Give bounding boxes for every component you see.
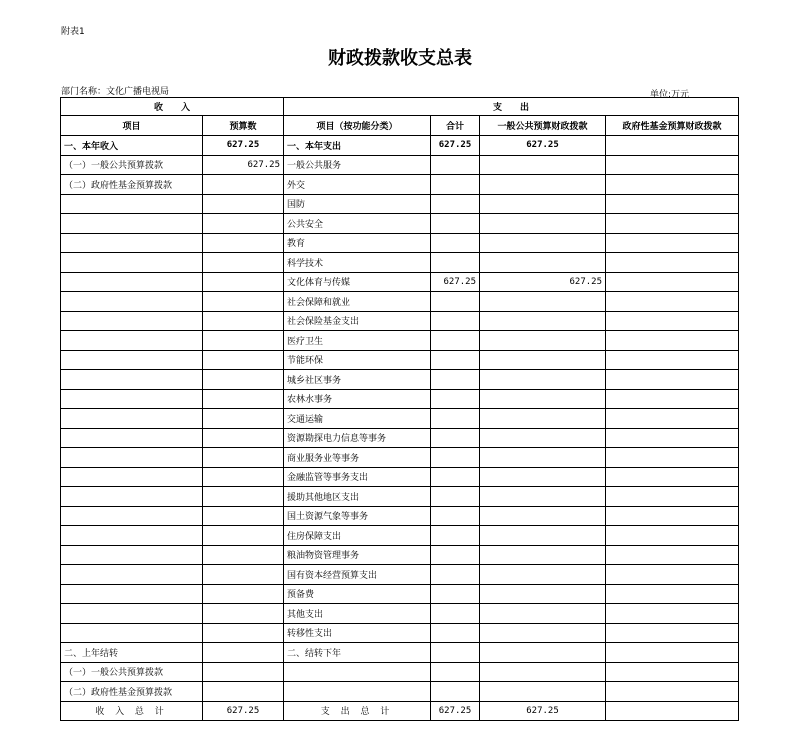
expense-item-cell: 商业服务业等事务 <box>284 448 431 468</box>
column-header-row <box>61 116 739 136</box>
expense-item-cell: 教育 <box>284 233 431 253</box>
fund-budget-cell <box>606 448 739 468</box>
general-budget-cell <box>480 292 606 312</box>
department-name: 部门名称：文化广播电视局 <box>61 87 170 97</box>
fund-budget-cell <box>606 643 739 663</box>
income-item-cell <box>61 604 203 624</box>
fund-budget-cell <box>606 467 739 487</box>
income-item-cell <box>61 214 203 234</box>
table-row <box>61 662 739 682</box>
income-item-cell <box>61 565 203 585</box>
table-row <box>61 565 739 585</box>
expense-item-cell: 粮油物资管理事务 <box>284 545 431 565</box>
general-budget-total: 627.25 <box>480 701 606 721</box>
fund-budget-cell <box>606 545 739 565</box>
expense-item-cell: 公共安全 <box>284 214 431 234</box>
fund-budget-cell <box>606 292 739 312</box>
income-item-cell <box>61 370 203 390</box>
table-row <box>61 584 739 604</box>
income-budget-cell <box>203 194 284 214</box>
expense-total-cell <box>431 604 480 624</box>
table-row <box>61 175 739 195</box>
income-item-cell: （一）一般公共预算拨款 <box>61 662 203 682</box>
fund-budget-cell <box>606 487 739 507</box>
expense-total-cell <box>431 253 480 273</box>
income-item-cell <box>61 253 203 273</box>
general-budget-cell: 627.25 <box>480 136 606 156</box>
income-item-cell <box>61 272 203 292</box>
income-budget-cell <box>203 214 284 234</box>
table-row <box>61 311 739 331</box>
expense-total-cell <box>431 409 480 429</box>
income-budget-cell <box>203 448 284 468</box>
general-budget-cell <box>480 526 606 546</box>
fund-budget-cell <box>606 136 739 156</box>
income-budget-cell <box>203 487 284 507</box>
fund-budget-cell <box>606 370 739 390</box>
income-item-cell <box>61 409 203 429</box>
income-budget-cell <box>203 643 284 663</box>
table-row <box>61 643 739 663</box>
income-budget-cell <box>203 272 284 292</box>
table-row <box>61 194 739 214</box>
totals-row <box>61 701 739 721</box>
expense-total-cell <box>431 682 480 702</box>
general-budget-cell <box>480 175 606 195</box>
income-budget-cell <box>203 409 284 429</box>
table-row <box>61 409 739 429</box>
expense-item-cell: 其他支出 <box>284 604 431 624</box>
general-budget-cell <box>480 233 606 253</box>
table-body <box>61 98 739 721</box>
expense-item-cell: 交通运输 <box>284 409 431 429</box>
income-budget-cell <box>203 604 284 624</box>
income-budget-cell <box>203 233 284 253</box>
income-budget-cell <box>203 545 284 565</box>
fund-budget-cell <box>606 311 739 331</box>
expense-item-cell: 二、结转下年 <box>284 643 431 663</box>
fund-budget-cell <box>606 565 739 585</box>
expense-item-cell: 农林水事务 <box>284 389 431 409</box>
income-item-cell <box>61 623 203 643</box>
income-item-cell <box>61 194 203 214</box>
expense-item-cell: 金融监管等事务支出 <box>284 467 431 487</box>
table-row <box>61 506 739 526</box>
general-budget-cell <box>480 643 606 663</box>
expense-item-cell: 国有资本经营预算支出 <box>284 565 431 585</box>
table-row <box>61 350 739 370</box>
expense-total-cell <box>431 623 480 643</box>
table-row <box>61 604 739 624</box>
section-header-row <box>61 98 739 116</box>
income-item-cell <box>61 428 203 448</box>
fund-budget-cell <box>606 233 739 253</box>
fund-budget-cell <box>606 214 739 234</box>
table-row <box>61 136 739 156</box>
fund-budget-cell <box>606 194 739 214</box>
expense-total-cell: 627.25 <box>431 272 480 292</box>
income-budget-cell <box>203 565 284 585</box>
expense-item-cell: 社会保险基金支出 <box>284 311 431 331</box>
table-row <box>61 545 739 565</box>
income-item-cell <box>61 233 203 253</box>
income-item-cell: 二、上年结转 <box>61 643 203 663</box>
income-budget-cell <box>203 526 284 546</box>
income-item-cell <box>61 545 203 565</box>
expense-item-cell <box>284 662 431 682</box>
expense-total-cell <box>431 331 480 351</box>
fund-budget-cell <box>606 253 739 273</box>
income-budget-cell: 627.25 <box>203 136 284 156</box>
expense-section-header: 支 出 <box>284 98 739 116</box>
income-item-cell <box>61 311 203 331</box>
table-row <box>61 331 739 351</box>
fund-budget-cell <box>606 604 739 624</box>
expense-total-cell: 627.25 <box>431 136 480 156</box>
fund-budget-cell <box>606 506 739 526</box>
income-item-cell <box>61 448 203 468</box>
fund-budget-cell <box>606 175 739 195</box>
page-title: 财政拨款收支总表 <box>328 48 472 69</box>
general-budget-cell <box>480 155 606 175</box>
general-budget-cell <box>480 389 606 409</box>
table-row <box>61 526 739 546</box>
expense-total-cell <box>431 194 480 214</box>
expense-total-cell <box>431 175 480 195</box>
table-row <box>61 370 739 390</box>
fund-budget-header: 政府性基金预算财政拨款 <box>606 116 739 136</box>
table-row <box>61 448 739 468</box>
income-budget-cell <box>203 370 284 390</box>
income-budget-cell <box>203 682 284 702</box>
table-row <box>61 155 739 175</box>
income-total-value: 627.25 <box>203 701 284 721</box>
income-item-cell <box>61 350 203 370</box>
expense-total-cell <box>431 389 480 409</box>
income-budget-cell <box>203 584 284 604</box>
expense-total-cell <box>431 311 480 331</box>
expense-total-cell <box>431 662 480 682</box>
general-budget-cell <box>480 370 606 390</box>
income-item-cell: 一、本年收入 <box>61 136 203 156</box>
expense-item-cell: 医疗卫生 <box>284 331 431 351</box>
general-budget-cell <box>480 506 606 526</box>
income-budget-cell <box>203 467 284 487</box>
general-budget-cell <box>480 545 606 565</box>
fund-budget-cell <box>606 584 739 604</box>
income-budget-cell <box>203 331 284 351</box>
general-budget-cell <box>480 682 606 702</box>
general-budget-header: 一般公共预算财政拨款 <box>480 116 606 136</box>
income-budget-header: 预算数 <box>203 116 284 136</box>
expense-item-cell: 节能环保 <box>284 350 431 370</box>
income-item-cell <box>61 292 203 312</box>
income-item-cell <box>61 487 203 507</box>
expense-total-cell <box>431 428 480 448</box>
expense-total-cell <box>431 292 480 312</box>
general-budget-cell <box>480 409 606 429</box>
table-row <box>61 623 739 643</box>
fund-budget-cell <box>606 623 739 643</box>
expense-item-cell: 外交 <box>284 175 431 195</box>
general-budget-cell <box>480 565 606 585</box>
income-item-cell <box>61 331 203 351</box>
general-budget-cell <box>480 662 606 682</box>
income-item-cell: （一）一般公共预算拨款 <box>61 155 203 175</box>
income-budget-cell <box>203 292 284 312</box>
table-row <box>61 428 739 448</box>
expense-item-cell: 资源勘探电力信息等事务 <box>284 428 431 448</box>
expense-item-cell: 住房保障支出 <box>284 526 431 546</box>
general-budget-cell <box>480 331 606 351</box>
table-row <box>61 682 739 702</box>
income-budget-cell <box>203 662 284 682</box>
table-row <box>61 389 739 409</box>
table-row <box>61 253 739 273</box>
income-item-cell <box>61 526 203 546</box>
income-item-cell: （二）政府性基金预算拨款 <box>61 682 203 702</box>
expense-item-cell: 转移性支出 <box>284 623 431 643</box>
income-budget-cell <box>203 175 284 195</box>
general-budget-cell <box>480 604 606 624</box>
expense-total-cell <box>431 467 480 487</box>
expense-total-cell <box>431 214 480 234</box>
income-section-header: 收 入 <box>61 98 284 116</box>
table-row <box>61 487 739 507</box>
general-budget-cell <box>480 350 606 370</box>
expense-item-header: 项目（按功能分类） <box>284 116 431 136</box>
general-budget-cell <box>480 253 606 273</box>
expense-total-value: 627.25 <box>431 701 480 721</box>
expense-item-cell: 文化体育与传媒 <box>284 272 431 292</box>
general-budget-cell <box>480 448 606 468</box>
table-row <box>61 292 739 312</box>
income-budget-cell <box>203 389 284 409</box>
income-item-cell <box>61 506 203 526</box>
expense-item-cell: 科学技术 <box>284 253 431 273</box>
expense-total-cell <box>431 487 480 507</box>
fund-budget-cell <box>606 389 739 409</box>
expense-item-cell: 国土资源气象等事务 <box>284 506 431 526</box>
income-budget-cell <box>203 506 284 526</box>
general-budget-cell <box>480 214 606 234</box>
income-item-cell <box>61 389 203 409</box>
fund-budget-cell <box>606 155 739 175</box>
expense-total-cell <box>431 584 480 604</box>
table-row <box>61 214 739 234</box>
income-item-cell: （二）政府性基金预算拨款 <box>61 175 203 195</box>
income-budget-cell <box>203 253 284 273</box>
fund-budget-cell <box>606 350 739 370</box>
appendix-label: 附表1 <box>61 27 85 37</box>
income-item-header: 项目 <box>61 116 203 136</box>
general-budget-cell <box>480 467 606 487</box>
fund-budget-cell <box>606 409 739 429</box>
fund-budget-cell <box>606 526 739 546</box>
expense-total-label: 支 出 总 计 <box>284 701 431 721</box>
table-row <box>61 272 739 292</box>
expense-item-cell <box>284 682 431 702</box>
expense-item-cell: 一般公共服务 <box>284 155 431 175</box>
fund-budget-total <box>606 701 739 721</box>
budget-summary-table <box>60 97 739 721</box>
expense-total-cell <box>431 370 480 390</box>
expense-total-cell <box>431 565 480 585</box>
expense-total-cell <box>431 506 480 526</box>
income-budget-cell <box>203 428 284 448</box>
table-row <box>61 233 739 253</box>
expense-item-cell: 城乡社区事务 <box>284 370 431 390</box>
income-budget-cell <box>203 623 284 643</box>
income-total-label: 收 入 总 计 <box>61 701 203 721</box>
fund-budget-cell <box>606 682 739 702</box>
expense-total-cell <box>431 526 480 546</box>
general-budget-cell <box>480 584 606 604</box>
fund-budget-cell <box>606 272 739 292</box>
general-budget-cell <box>480 487 606 507</box>
income-item-cell <box>61 467 203 487</box>
fund-budget-cell <box>606 662 739 682</box>
income-budget-cell: 627.25 <box>203 155 284 175</box>
expense-item-cell: 社会保障和就业 <box>284 292 431 312</box>
expense-item-cell: 预备费 <box>284 584 431 604</box>
general-budget-cell <box>480 194 606 214</box>
income-budget-cell <box>203 350 284 370</box>
expense-total-cell <box>431 448 480 468</box>
table-row <box>61 467 739 487</box>
general-budget-cell <box>480 623 606 643</box>
expense-total-cell <box>431 545 480 565</box>
fund-budget-cell <box>606 428 739 448</box>
expense-item-cell: 援助其他地区支出 <box>284 487 431 507</box>
expense-total-cell <box>431 350 480 370</box>
expense-item-cell: 国防 <box>284 194 431 214</box>
general-budget-cell <box>480 428 606 448</box>
income-item-cell <box>61 584 203 604</box>
fund-budget-cell <box>606 331 739 351</box>
income-budget-cell <box>203 311 284 331</box>
unit-label: 单位:万元 <box>650 90 690 100</box>
general-budget-cell <box>480 311 606 331</box>
expense-total-header: 合计 <box>431 116 480 136</box>
expense-total-cell <box>431 155 480 175</box>
expense-total-cell <box>431 643 480 663</box>
expense-total-cell <box>431 233 480 253</box>
general-budget-cell: 627.25 <box>480 272 606 292</box>
expense-item-cell: 一、本年支出 <box>284 136 431 156</box>
